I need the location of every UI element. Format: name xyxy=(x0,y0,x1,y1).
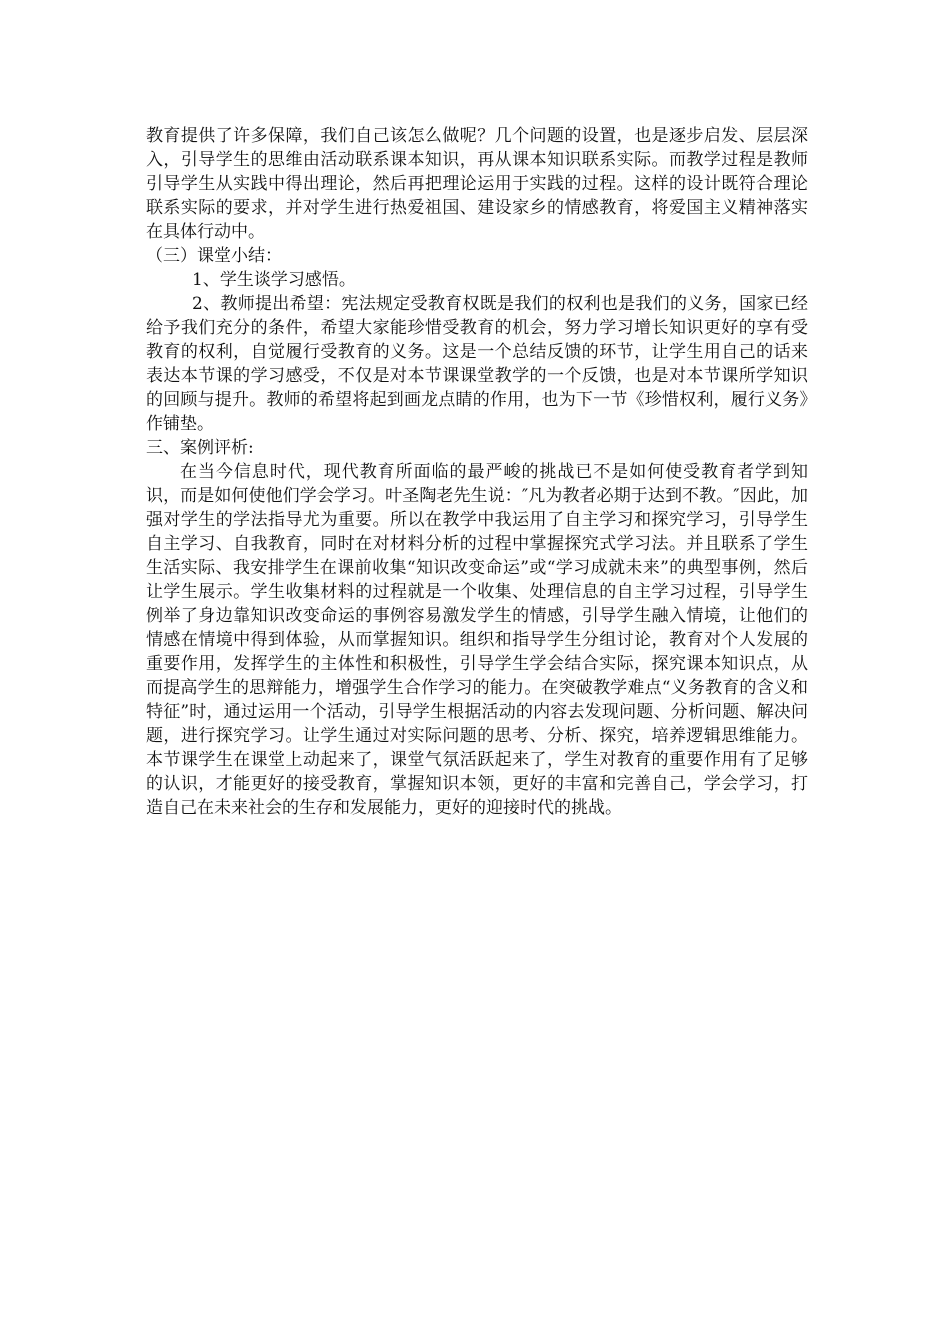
section-heading-class-summary: （三）课堂小结： xyxy=(146,246,282,266)
list-item-student-reflection: 1、学生谈学习感悟。 xyxy=(192,270,356,290)
paragraph-teaching-design-summary: 教育提供了许多保障，我们自己该怎么做呢？几个问题的设置，也是逐步启发、层层深入，引导学生的思维由活动联系课本知识，再从课本知识联系实际。而教学过程是教师引导学生从实践中得出理论，然后再把理论运用于实践的过程。这样的设计既符合理论联系实际的要求，并对学生进行热爱祖国、建设家乡的情感教育，将爱国主义精神落实在具体行动中。 xyxy=(146,126,808,242)
section-heading-case-analysis: 三、案例评析: xyxy=(146,438,254,458)
paragraph-case-analysis: 在当今信息时代，现代教育所面临的最严峻的挑战已不是如何使受教育者学到知识，而是如何使他们学会学习。叶圣陶老先生说：″凡为教者必期于达到不教。″因此，加强对学生的学法指导尤为重要。所以在教学中我运用了自主学习和探究学习，引导学生自主学习、自我教育，同时在对材料分析的过程中掌握探究式学习法。并且联系了学生生活实际、我安排学生在课前收集“知识改变命运”或“学习成就未来”的典型事例，然后让学生展示。学生收集材料的过程就是一个收集、处理信息的自主学习过程，引导学生例举了身边靠知识改变命运的事例容易激发学生的情感，引导学生融入情境，让他们的情感在情境中得到体验，从而掌握知识。组织和指导学生分组讨论，教育对个人发展的重要作用，发挥学生的主体性和积极性，引导学生学会结合实际，探究课本知识点，从而提高学生的思辩能力，增强学生合作学习的能力。在突破教学难点“义务教育的含义和特征”时，通过运用一个活动，引导学生根据活动的内容去发现问题、分析问题、解决问题，进行探究学习。让学生通过对实际问题的思考、分析、探究，培养逻辑思维能力。本节课学生在课堂上动起来了，课堂气氛活跃起来了，学生对教育的重要作用有了足够的认识，才能更好的接受教育，掌握知识本领，更好的丰富和完善自己，学会学习，打造自己在未来社会的生存和发展能力，更好的迎接时代的挑战。 xyxy=(146,462,808,818)
list-item-teacher-hopes: 2、教师提出希望：宪法规定受教育权既是我们的权利也是我们的义务，国家已经给予我们充分的条件，希望大家能珍惜受教育的机会，努力学习增长知识更好的享有受教育的权利，自觉履行受教育的义务。这是一个总结反馈的环节，让学生用自己的话来表达本节课的学习感受，不仅是对本节课课堂教学的一个反馈，也是对本节课所学知识的回顾与提升。教师的希望将起到画龙点睛的作用，也为下一节《珍惜权利，履行义务》作铺垫。 xyxy=(146,294,808,434)
document-body xyxy=(146,124,808,820)
